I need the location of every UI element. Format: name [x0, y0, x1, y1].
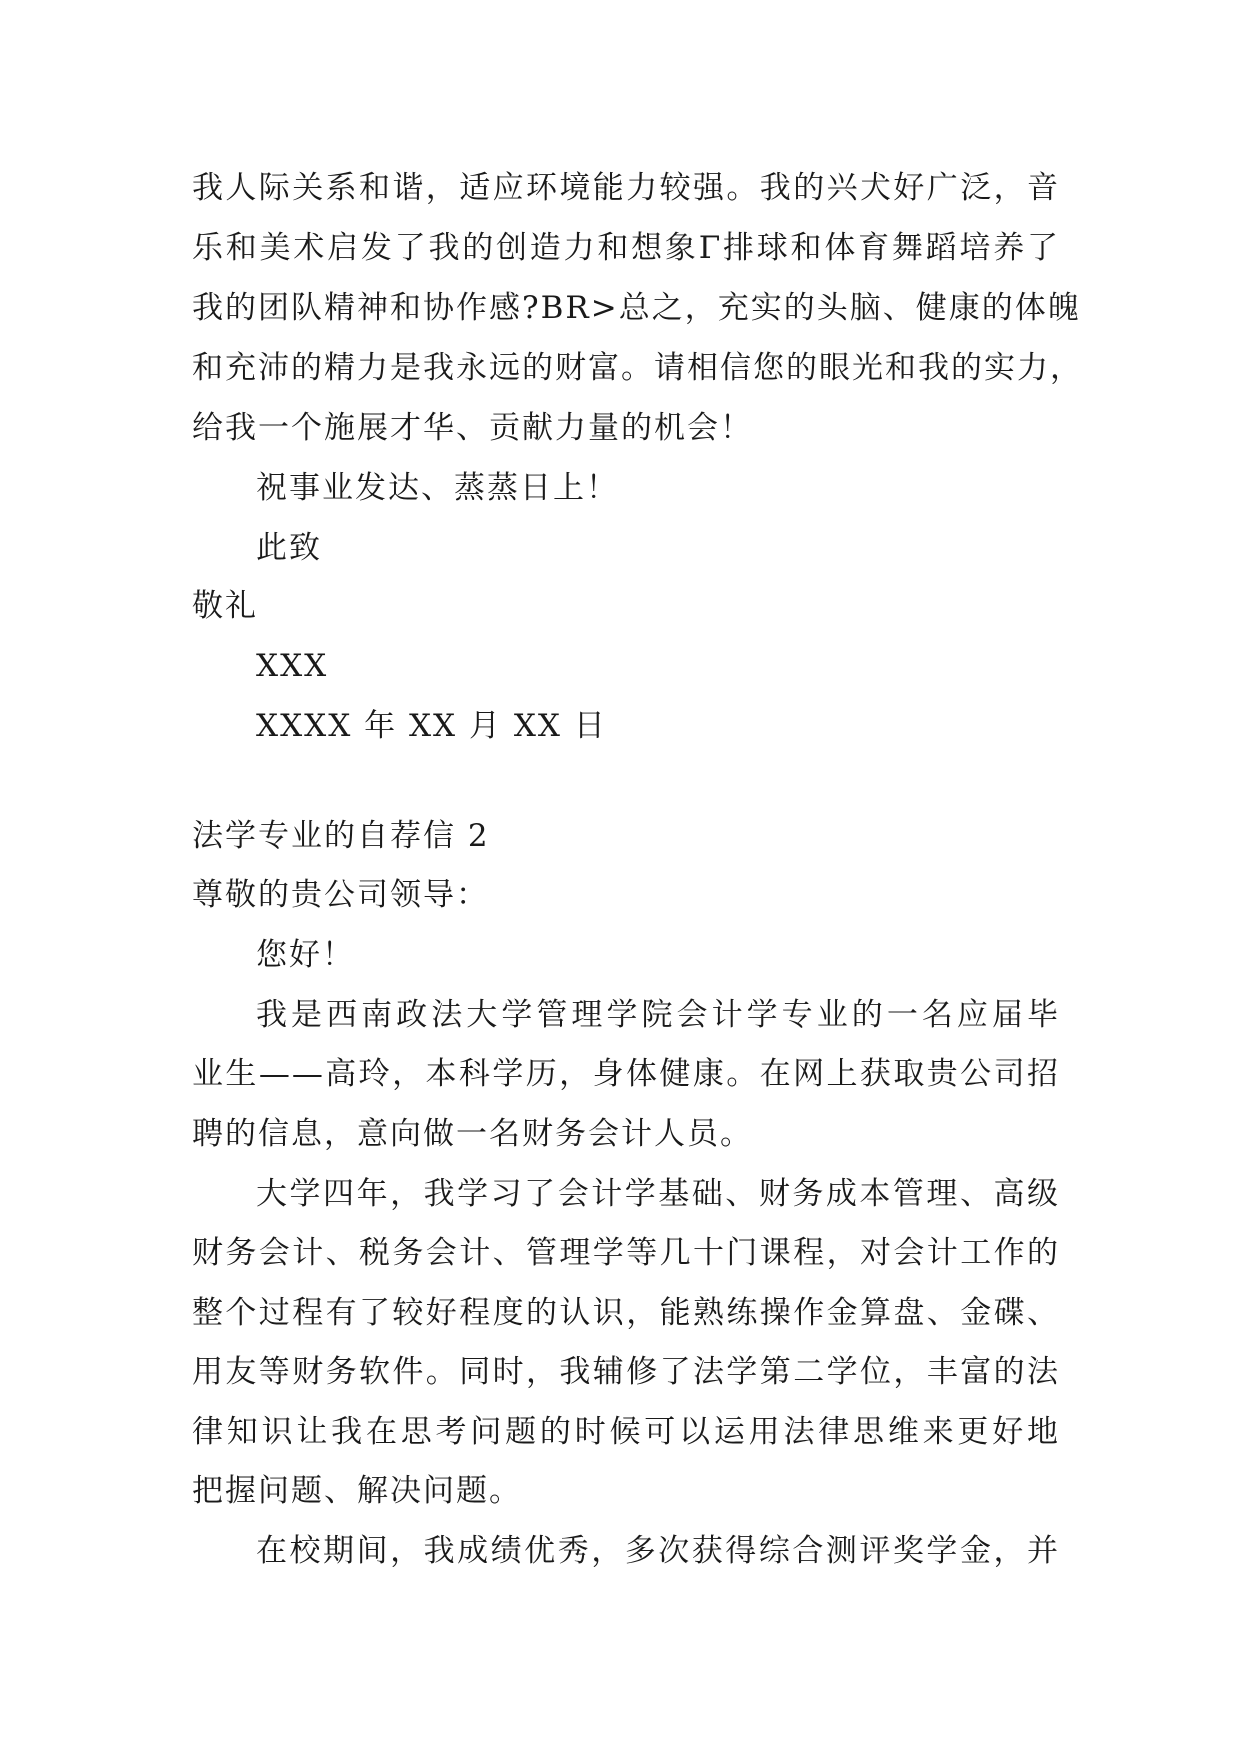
body-line: 大学四年，我学习了会计学基础、财务成本管理、高级 [256, 1176, 1060, 1212]
body-line: 给我一个施展才华、贡献力量的机会！ [192, 410, 753, 446]
closing-respect: 敬礼 [192, 588, 258, 624]
body-line: 律知识让我在思考问题的时候可以运用法律思维来更好地 [192, 1414, 1060, 1450]
section-title: 法学专业的自荐信 2 [192, 818, 490, 854]
body-line: 我是西南政法大学管理学院会计学专业的一名应届毕 [256, 997, 1060, 1033]
signature-name: XXX [256, 648, 329, 684]
body-line: 在校期间，我成绩优秀，多次获得综合测评奖学金，并 [256, 1533, 1060, 1569]
letter-greeting: 您好！ [256, 937, 355, 973]
body-line: 整个过程有了较好程度的认识，能熟练操作金算盘、金碟、 [192, 1295, 1060, 1331]
body-line: 和充沛的精力是我永远的财富。请相信您的眼光和我的实力， [192, 350, 1083, 386]
body-line: 把握问题、解决问题。 [192, 1473, 522, 1509]
body-line: 聘的信息，意向做一名财务会计人员。 [192, 1116, 753, 1152]
body-line: 用友等财务软件。同时，我辅修了法学第二学位，丰富的法 [192, 1354, 1060, 1390]
body-line: 业生——高玲，本科学历，身体健康。在网上获取贵公司招 [192, 1056, 1060, 1092]
body-line: 乐和美术启发了我的创造力和想象Γ排球和体育舞蹈培养了 [192, 230, 1060, 266]
closing-wish: 祝事业发达、蒸蒸日上！ [256, 470, 619, 506]
body-line: 财务会计、税务会计、管理学等几十门课程，对会计工作的 [192, 1235, 1060, 1271]
letter-addressee: 尊敬的贵公司领导： [192, 877, 489, 913]
body-line: 我人际关系和谐，适应环境能力较强。我的兴犬好广泛，音 [192, 170, 1060, 206]
body-line: 我的团队精神和协作感?BR>总之，充实的头脑、健康的体魄 [192, 290, 1081, 326]
closing-salutation: 此致 [256, 530, 322, 566]
signature-date: XXXX 年 XX 月 XX 日 [256, 708, 607, 744]
